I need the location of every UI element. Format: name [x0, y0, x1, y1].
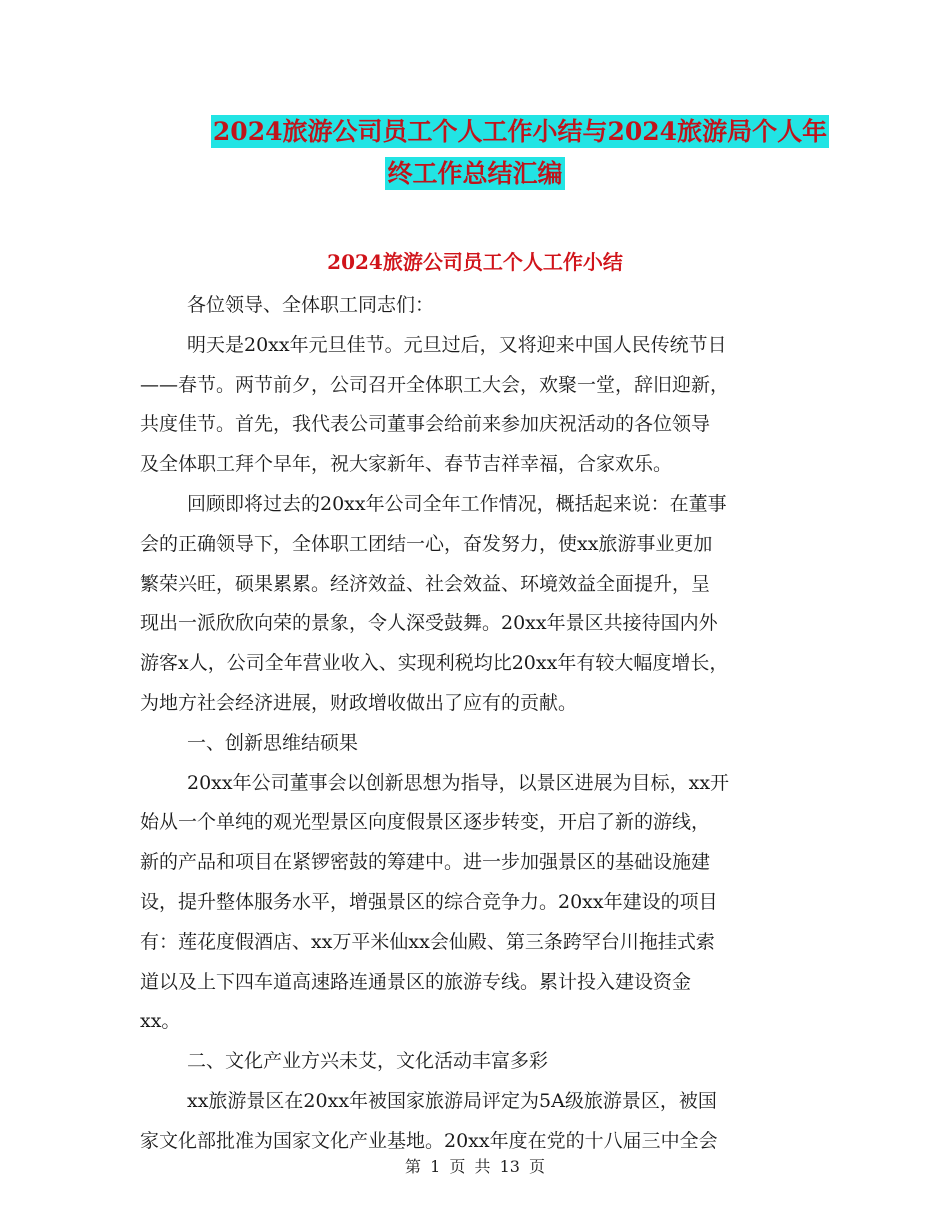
- footer-label-total: 共: [474, 1157, 491, 1176]
- footer-current-page: 1: [430, 1157, 441, 1176]
- body-text: [140, 286, 810, 1162]
- footer-label-page: 第: [404, 1157, 421, 1176]
- body-line: 各位领导、全体职工同志们：: [187, 294, 435, 316]
- body-line: 家文化部批准为国家文化产业基地。20xx年度在党的十八届三中全会: [140, 1129, 718, 1152]
- body-line: 道以及上下四车道高速路连通景区的旅游专线。累计投入建设资金: [140, 970, 692, 993]
- body-line: 20xx年公司董事会以创新思想为指导，以景区进展为目标，xx开: [187, 771, 730, 794]
- body-line: 明天是20xx年元旦佳节。元旦过后，又将迎来中国人民传统节日: [187, 333, 727, 356]
- body-line: 二、文化产业方兴未艾，文化活动丰富多彩: [187, 1050, 549, 1073]
- body-line: 游客x人，公司全年营业收入、实现利税均比20xx年有较大幅度增长，: [140, 652, 729, 675]
- body-line: ——春节。两节前夕，公司召开全体职工大会，欢聚一堂，辞旧迎新，: [140, 373, 730, 396]
- body-line: 会的正确领导下，全体职工团结一心，奋发努力，使xx旅游事业更加: [140, 532, 713, 555]
- document-title-line-2: 终工作总结汇编: [387, 159, 563, 188]
- page-footer: [0, 1154, 950, 1177]
- body-line: 回顾即将过去的20xx年公司全年工作情况，概括起来说：在董事: [187, 492, 727, 515]
- body-line: 新的产品和项目在紧锣密鼓的筹建中。进一步加强景区的基础设施建: [140, 851, 711, 874]
- body-line: 有：莲花度假酒店、xx万平米仙xx会仙殿、第三条跨罕台川拖挂式索: [140, 930, 715, 953]
- footer-total-pages: 13: [499, 1157, 520, 1176]
- body-line: xx。: [140, 1010, 181, 1033]
- body-line: 繁荣兴旺，硕果累累。经济效益、社会效益、环境效益全面提升，呈: [140, 572, 711, 595]
- footer-label-ye-2: 页: [529, 1157, 546, 1176]
- document-title-line-1: 2024旅游公司员工个人工作小结与2024旅游局个人年: [212, 117, 828, 146]
- body-line: 现出一派欣欣向荣的景象，令人深受鼓舞。20xx年景区共接待国内外: [140, 612, 718, 635]
- body-line: 及全体职工拜个早年，祝大家新年、春节吉祥幸福，合家欢乐。: [140, 453, 673, 476]
- body-line: 设，提升整体服务水平，增强景区的综合竞争力。20xx年建设的项目: [140, 890, 718, 913]
- footer-label-ye: 页: [449, 1157, 466, 1176]
- section-title: 2024旅游公司员工个人工作小结: [327, 250, 623, 274]
- body-line: 始从一个单纯的观光型景区向度假景区逐步转变，开启了新的游线，: [140, 811, 711, 834]
- body-line: 为地方社会经济进展，财政增收做出了应有的贡献。: [140, 691, 578, 714]
- body-line: 一、创新思维结硕果: [187, 731, 359, 754]
- body-line: 共度佳节。首先，我代表公司董事会给前来参加庆祝活动的各位领导: [140, 413, 711, 436]
- body-line: xx旅游景区在20xx年被国家旅游局评定为5A级旅游景区，被国: [187, 1089, 717, 1112]
